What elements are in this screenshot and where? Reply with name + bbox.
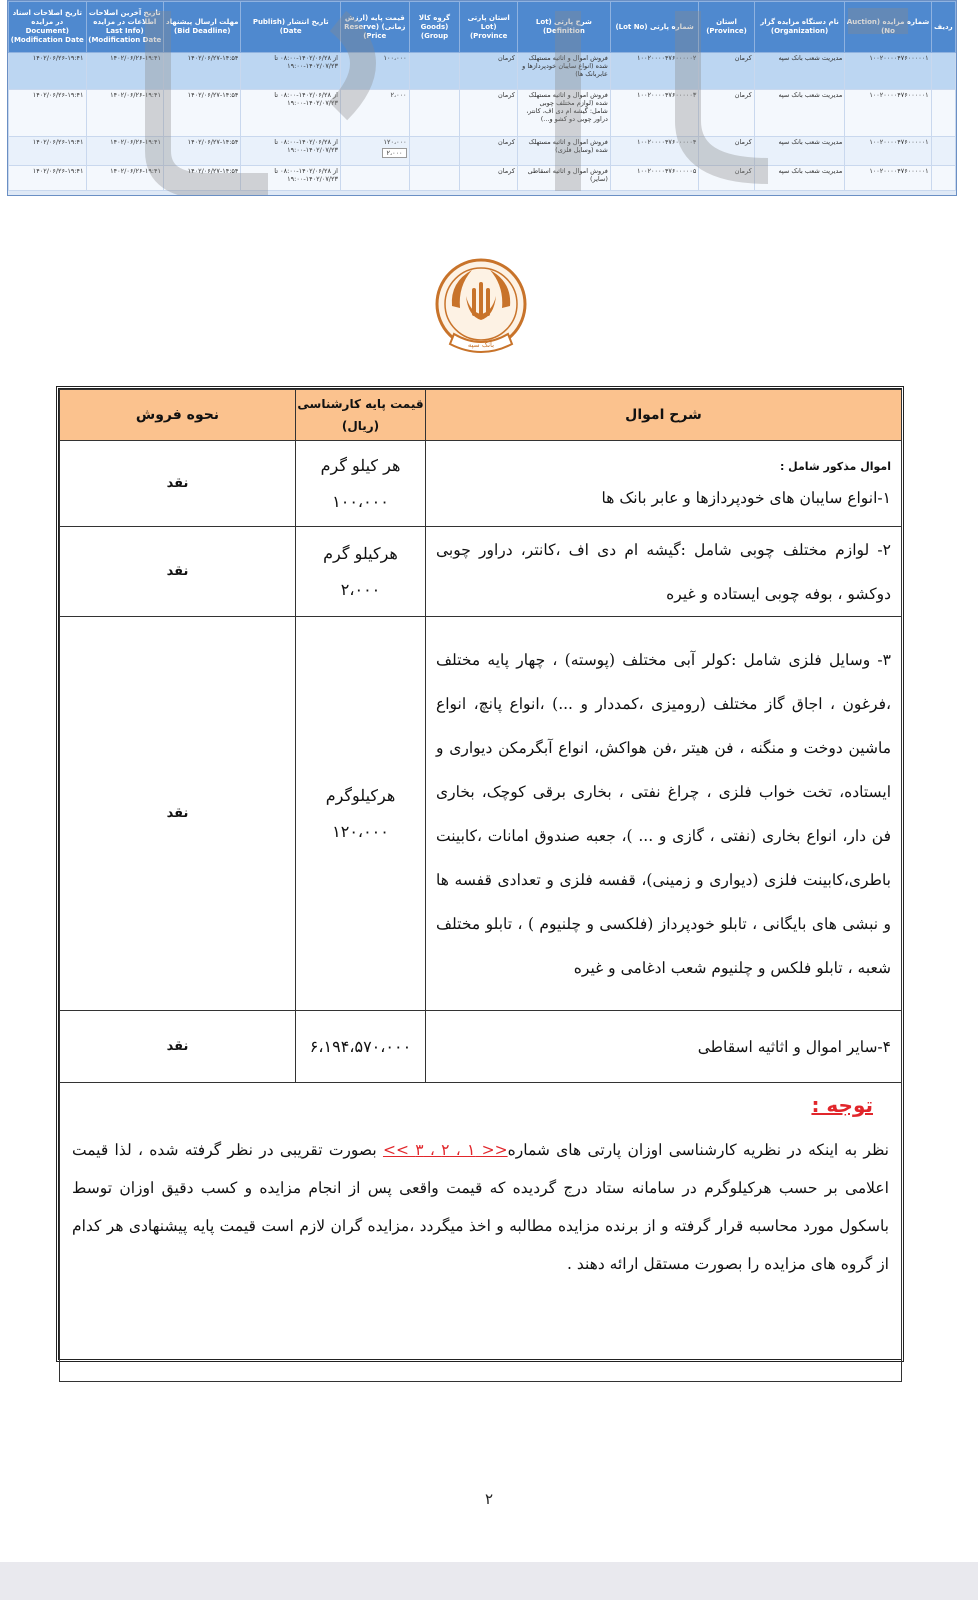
col-header: تاریخ انتشار (Publish Date) bbox=[241, 2, 341, 53]
cell: ۱۴۰۲/۰۶/۲۶-۱۹:۴۱ bbox=[86, 53, 163, 90]
reserve-price: ۱۲۰،۰۰۰ bbox=[383, 138, 407, 146]
cell: ۱۰۰۲۰۰۰۰۴۷۶۰۰۰۰۰۱ bbox=[845, 53, 931, 90]
cell: از ۱۴۰۲/۰۶/۲۸-۰۸:۰۰ تا ۱۴۰۲/۰۷/۲۳-۱۹:۰۰ bbox=[241, 166, 341, 191]
item-price-cell bbox=[296, 441, 426, 527]
price-value: ۱۰۰،۰۰۰ bbox=[332, 491, 389, 511]
cell bbox=[409, 137, 460, 166]
cell: ۱۰۰۲۰۰۰۰۴۷۶۰۰۰۰۰۴ bbox=[610, 137, 699, 166]
cell: از ۱۴۰۲/۰۶/۲۸-۰۸:۰۰ تا ۱۴۰۲/۰۷/۲۳-۱۹:۰۰ bbox=[241, 90, 341, 137]
cell bbox=[931, 137, 955, 166]
table-row[interactable] bbox=[9, 53, 956, 90]
auction-listing-screenshot bbox=[7, 0, 957, 196]
cell: ۱۴۰۲/۰۶/۲۶-۱۹:۴۱ bbox=[86, 90, 163, 137]
items-intro: اموال مذکور شامل : bbox=[779, 459, 891, 473]
note-title: توجه : bbox=[811, 1093, 873, 1117]
cell: ۱۰۰۲۰۰۰۰۴۷۶۰۰۰۰۰۱ bbox=[845, 137, 931, 166]
cell bbox=[340, 137, 409, 166]
cell: فروش اموال و اثاثیه مستهلک شده (لوازم مختلف چوبی شامل: گیشه ام دی اف، کانتر، دراور چوبی دو کشو و...) bbox=[517, 90, 610, 137]
col-header: استان پارتی (Lot Province) bbox=[460, 2, 518, 53]
table-row[interactable] bbox=[9, 166, 956, 191]
reserve-price-extra: ۲،۰۰۰ bbox=[382, 148, 406, 158]
cell bbox=[931, 90, 955, 137]
cell: ۱۰۰۲۰۰۰۰۴۷۶۰۰۰۰۰۵ bbox=[610, 166, 699, 191]
cell: کرمان bbox=[699, 166, 754, 191]
col-header: تاریخ اصلاحات اسناد در مزایده (Document Modification Date) bbox=[9, 2, 87, 53]
sale-type: نقد bbox=[60, 527, 296, 617]
cell: کرمان bbox=[460, 90, 518, 137]
cell: ۱۴۰۲/۰۶/۲۷-۱۴:۵۴ bbox=[163, 166, 240, 191]
col-header: قیمت پایه (ارزش زمانی) (Reserve Price) bbox=[340, 2, 409, 53]
note-lot-numbers: << ۱ ، ۲ ، ۳ >> bbox=[382, 1141, 508, 1159]
cell bbox=[931, 53, 955, 90]
cell: کرمان bbox=[699, 137, 754, 166]
table-row bbox=[60, 527, 902, 617]
cell: ۱۰۰۲۰۰۰۰۴۷۶۰۰۰۰۰۳ bbox=[610, 90, 699, 137]
col-header: تاریخ آخرین اصلاحات اطلاعات در مزایده (Last Info Modification Date) bbox=[86, 2, 163, 53]
cell: از ۱۴۰۲/۰۶/۲۸-۰۸:۰۰ تا ۱۴۰۲/۰۷/۲۳-۱۹:۰۰ bbox=[241, 53, 341, 90]
price-value: ۶،۱۹۴،۵۷۰،۰۰۰ bbox=[309, 1036, 412, 1056]
note-cell bbox=[60, 1083, 902, 1382]
cell: فروش اموال و اثاثیه اسقاطی (سایر) bbox=[517, 166, 610, 191]
item-description: ۴-سایر اموال و اثاثیه اسقاطی bbox=[426, 1011, 902, 1083]
auction-listing-table bbox=[8, 1, 956, 191]
table-row[interactable] bbox=[9, 137, 956, 166]
cell: ۱۰۰۲۰۰۰۰۴۷۶۰۰۰۰۰۲ bbox=[610, 53, 699, 90]
cell: کرمان bbox=[699, 90, 754, 137]
items-table-frame bbox=[56, 386, 904, 1362]
cell: ۱۴۰۲/۰۶/۲۶-۱۹:۴۱ bbox=[86, 166, 163, 191]
bank-sepah-emblem bbox=[432, 254, 530, 362]
table-row[interactable] bbox=[9, 90, 956, 137]
cell bbox=[340, 166, 409, 191]
cell: ۱۴۰۲/۰۶/۲۷-۱۴:۵۴ bbox=[163, 137, 240, 166]
price-value: ۱۲۰،۰۰۰ bbox=[332, 821, 389, 841]
item-price-cell bbox=[296, 617, 426, 1011]
cell: کرمان bbox=[460, 166, 518, 191]
items-header-row bbox=[60, 390, 902, 441]
item-description: ۳- وسایل فلزی شامل :کولر آبی مختلف (پوسته) ، چهار پایه مختلف ،فرغون ، اجاق گاز مختلف (رومیزی ،کمددار و ...) ،انواع پانچ، انواع ماشین دوخت و منگنه ، فن هیتر ،فن هواکش، انواع آبگرمکن دیواری و ایستاده، تخت خواب فلزی ، چراغ نفتی ، بخاری برقی کوچک، بخاری فن دار، انواع بخاری (نفتی ، گازی و ... )، جعبه صندوق امانات ،کابینت باطری،کابینت فلزی (دیواری و زمینی)، قفسه فلزی و تعدادی قفسه ها و نبشی های بایگانی ، تابلو خودپرداز (فلکسی و چلنیوم ) ، تابلو مختلف شعبه ، تابلو فلکس و چلنیوم شعب ادغامی و غیره bbox=[426, 617, 902, 1011]
note-body bbox=[72, 1131, 889, 1283]
cell: ۱۴۰۲/۰۶/۲۶-۱۹:۴۱ bbox=[9, 53, 87, 90]
item-description: ۱-انواع سایبان های خودپردازها و عابر بانک ها bbox=[601, 488, 891, 507]
cell: ۱۰۰،۰۰۰ bbox=[340, 53, 409, 90]
col-header: شماره مزایده (Auction No) bbox=[845, 2, 931, 53]
price-value: ۲،۰۰۰ bbox=[340, 579, 381, 599]
table-row bbox=[60, 441, 902, 527]
col-header: گروه کالا (Goods Group) bbox=[409, 2, 460, 53]
cell bbox=[409, 53, 460, 90]
cell bbox=[409, 166, 460, 191]
table-row bbox=[60, 617, 902, 1011]
item-description: ۲- لوازم مختلف چوبی شامل :گیشه ام دی اف ،کانتر، دراور چوبی دوکشو ، بوفه چوبی ایستاده و غیره bbox=[426, 527, 902, 617]
sale-type: نقد bbox=[60, 1011, 296, 1083]
cell: ۱۴۰۲/۰۶/۲۷-۱۴:۵۴ bbox=[163, 53, 240, 90]
cell: ۱۰۰۲۰۰۰۰۴۷۶۰۰۰۰۰۱ bbox=[845, 90, 931, 137]
cell: کرمان bbox=[699, 53, 754, 90]
listing-header-row bbox=[9, 2, 956, 53]
note-row bbox=[60, 1083, 902, 1382]
price-unit: هرکیلوگرم bbox=[325, 785, 396, 805]
cell: فروش اموال و اثاثیه مستهلک شده (وسایل فلزی) bbox=[517, 137, 610, 166]
table-row bbox=[60, 1011, 902, 1083]
header-sale-type: نحوه فروش bbox=[60, 390, 296, 441]
cell: مدیریت شعب بانک سپه bbox=[754, 137, 845, 166]
cell bbox=[931, 166, 955, 191]
cell: ۱۴۰۲/۰۶/۲۷-۱۴:۵۴ bbox=[163, 90, 240, 137]
cell bbox=[409, 90, 460, 137]
item-description-cell bbox=[426, 441, 902, 527]
cell: ۱۴۰۲/۰۶/۲۶-۱۹:۴۱ bbox=[9, 90, 87, 137]
cell: ۱۴۰۲/۰۶/۲۶-۱۹:۴۱ bbox=[9, 166, 87, 191]
cell: ۱۴۰۲/۰۶/۲۶-۱۹:۴۱ bbox=[9, 137, 87, 166]
header-description: شرح اموال bbox=[426, 390, 902, 441]
cell: مدیریت شعب بانک سپه bbox=[754, 166, 845, 191]
item-price-cell bbox=[296, 1011, 426, 1083]
item-price-cell bbox=[296, 527, 426, 617]
page-number: ۲ bbox=[484, 1490, 494, 1508]
col-header: مهلت ارسال پیشنهاد (Bid Deadline) bbox=[163, 2, 240, 53]
col-header: ردیف bbox=[931, 2, 955, 53]
cell: ۱۴۰۲/۰۶/۲۶-۱۹:۴۱ bbox=[86, 137, 163, 166]
cell: فروش اموال و اثاثیه مستهلک شده (انواع سایبان خودپردازها و عابربانک ها) bbox=[517, 53, 610, 90]
col-header: شماره پارتی (Lot No) bbox=[610, 2, 699, 53]
sale-type: نقد bbox=[60, 441, 296, 527]
emblem-label: بانک سپه bbox=[467, 341, 495, 349]
col-header: شرح پارتی (Lot Definition) bbox=[517, 2, 610, 53]
col-header: نام دستگاه مزایده گزار (Organization) bbox=[754, 2, 845, 53]
price-unit: هرکیلو گرم bbox=[323, 543, 398, 563]
price-unit: هر کیلو گرم bbox=[320, 455, 401, 475]
cell: کرمان bbox=[460, 53, 518, 90]
cell: مدیریت شعب بانک سپه bbox=[754, 53, 845, 90]
bottom-bar bbox=[0, 1562, 978, 1600]
cell: ۲،۰۰۰ bbox=[340, 90, 409, 137]
col-header: استان (Province) bbox=[699, 2, 754, 53]
cell: ۱۰۰۲۰۰۰۰۴۷۶۰۰۰۰۰۱ bbox=[845, 166, 931, 191]
cell: از ۱۴۰۲/۰۶/۲۸-۰۸:۰۰ تا ۱۴۰۲/۰۷/۲۳-۱۹:۰۰ bbox=[241, 137, 341, 166]
sale-type: نقد bbox=[60, 617, 296, 1011]
header-base-price: قیمت پایه کارشناسی (ریال) bbox=[296, 390, 426, 441]
items-table bbox=[59, 389, 902, 1382]
cell: کرمان bbox=[460, 137, 518, 166]
note-text-before: نظر به اینکه در نظریه کارشناسی اوزان پارتی های شماره bbox=[507, 1141, 889, 1159]
cell: مدیریت شعب بانک سپه bbox=[754, 90, 845, 137]
note-text-after: بصورت تقریبی در نظر گرفته شده ، لذا قیمت اعلامی بر حسب هرکیلوگرم در سامانه ستاد درج گردیده که قیمت واقعی پس از انجام مزایده و کسب دقیق اوزان توسط باسکول مورد محاسبه قرار گرفته و از برنده مزایده مطالبه و اخذ میگردد ،مزایده گران لازم است قیمت پایه پیشنهادی هر کدام از گروه های مزایده را بصورت مستقل ارائه دهند . bbox=[72, 1141, 889, 1273]
